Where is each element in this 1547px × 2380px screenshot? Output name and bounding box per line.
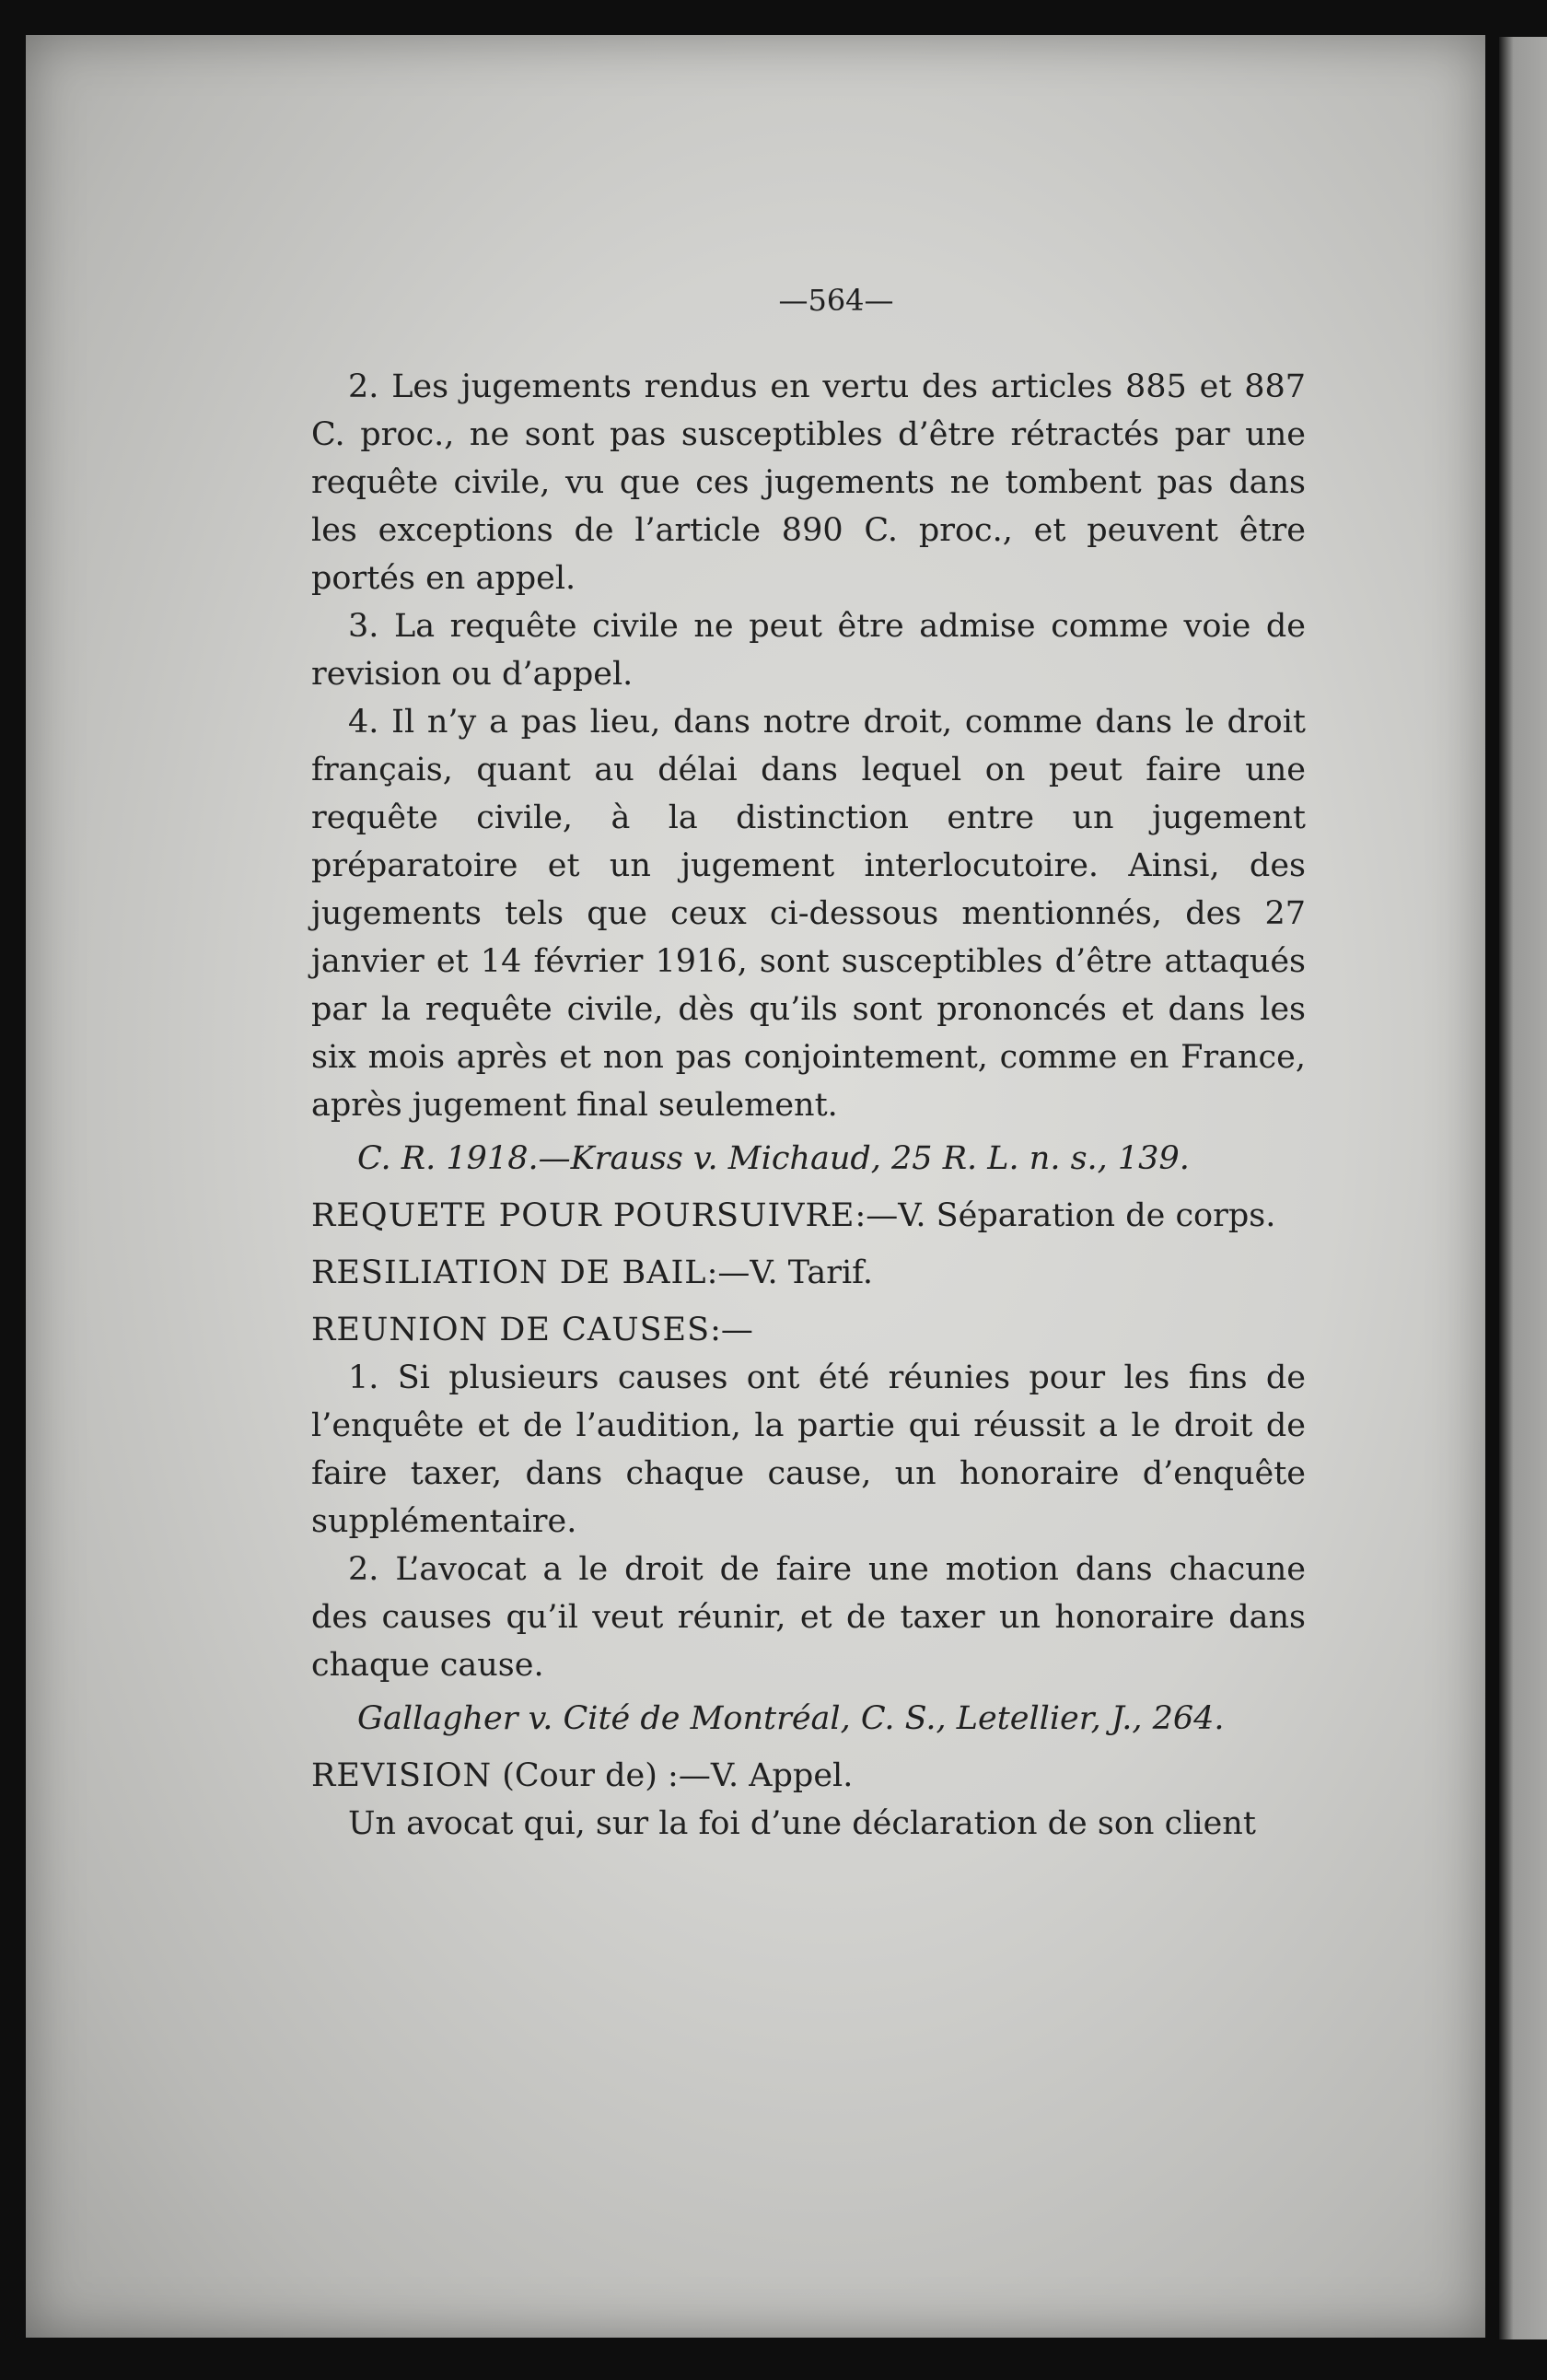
entry-requete-pour-poursuivre (311, 1192, 1306, 1240)
page-number: —564— (778, 283, 894, 318)
reunion-paragraph-1: 1. Si plusieurs causes ont été réunies pour les fins de l’enquête et de l’audition, la partie qui réussit a le droit de faire taxer, dans chaque cause, un honoraire d’enquête supplémentaire. (311, 1359, 1306, 1540)
citation-gallagher: Gallagher v. Cité de Montréal, C. S., Letellier, J., 264. (357, 1700, 1225, 1737)
entry-heading: RESILIATION DE BAIL (311, 1254, 707, 1291)
entry-reference: :—V. Séparation de corps. (855, 1197, 1276, 1234)
entry-heading: REQUETE POUR POURSUIVRE (311, 1197, 855, 1234)
reunion-paragraph-2: 2. L’avocat a le droit de faire une motion dans chacune des causes qu’il veut réunir, et de taxer un honoraire dans chaque cause. (311, 1551, 1306, 1684)
entry-reference: :— (710, 1312, 753, 1348)
citation-krauss: C. R. 1918.—Krauss v. Michaud, 25 R. L. n. s., 139. (357, 1140, 1190, 1177)
entry-heading: REUNION DE CAUSES (311, 1312, 711, 1348)
entry-reference: :—V. Tarif. (706, 1254, 874, 1291)
paragraph-4: 4. Il n’y a pas lieu, dans notre droit, comme dans le droit français, quant au délai dans lequel on peut faire une requête civile, à la distinction entre un jugement préparatoire et un jugement interlocutoire. Ainsi, des jugements tels que ceux ci-dessous mentionnés, des 27 janvier et 14 février 1916, sont susceptibles d’être attaqués par la requête civile, dès qu’ils sont prononcés et dans les six mois après et non pas conjointement, comme en France, après jugement final seulement. (311, 704, 1306, 1124)
entry-reunion-de-causes (311, 1306, 1306, 1354)
adjacent-page-edge (1499, 37, 1547, 2339)
entry-heading: REVISION (311, 1757, 493, 1794)
entry-revision (311, 1752, 1306, 1800)
page-text-block (311, 276, 1306, 1848)
final-paragraph: Un avocat qui, sur la foi d’une déclaration de son client (348, 1805, 1256, 1842)
paragraph-2: 2. Les jugements rendus en vertu des articles 885 et 887 C. proc., ne sont pas susceptibles d’être rétractés par une requête civile, vu que ces jugements ne tombent pas dans les exceptions de l’article 890 C. proc., et peuvent être portés en appel. (311, 368, 1306, 597)
entry-reference: (Cour de) :—V. Appel. (492, 1757, 854, 1794)
paragraph-3: 3. La requête civile ne peut être admise comme voie de revision ou d’appel. (311, 608, 1306, 693)
entry-resiliation-de-bail (311, 1249, 1306, 1297)
